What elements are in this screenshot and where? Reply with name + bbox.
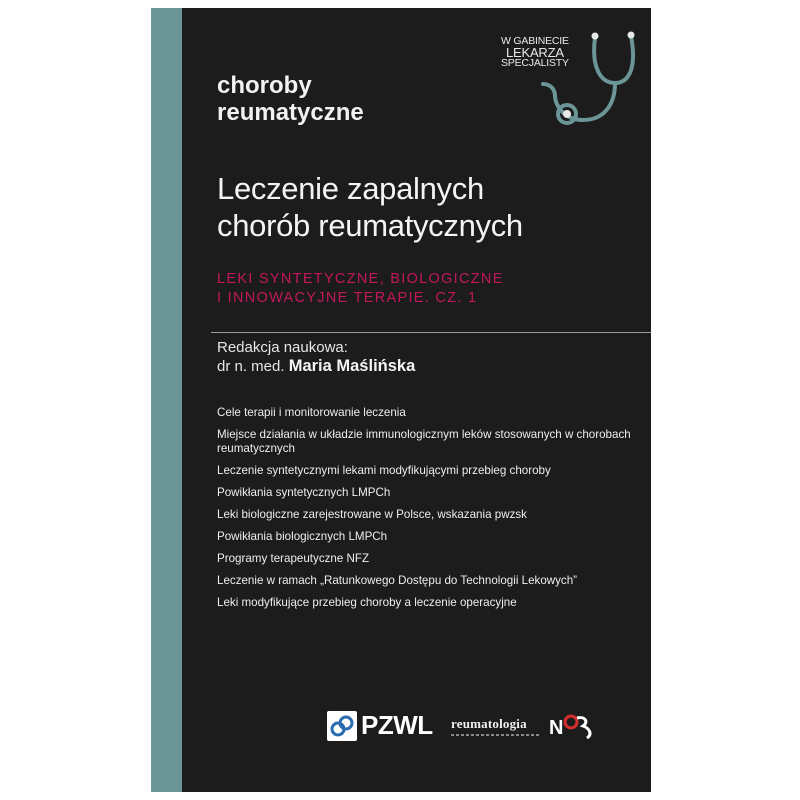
toc-item: Powikłania biologicznych LMPCh (217, 530, 388, 543)
title-line-1: Leczenie zapalnych (217, 171, 484, 206)
subtitle-line-2: I INNOWACYJNE TERAPIE. CZ. 1 (217, 290, 478, 306)
editor-prefix: dr n. med. (217, 358, 285, 375)
editor-name: Maria Maślińska (288, 357, 416, 375)
toc-item: Powikłania syntetycznych LMPCh (217, 486, 391, 499)
pzwl-logo (327, 710, 433, 741)
badge-line-1: W GABINECIE (501, 35, 569, 47)
cover-spine (151, 8, 182, 792)
book-cover (151, 8, 651, 792)
partner-underline (451, 734, 541, 736)
toc-item: Programy terapeutyczne NFZ (217, 552, 370, 565)
divider (211, 332, 651, 333)
series-badge (483, 28, 643, 138)
publisher-logos (327, 710, 627, 754)
nigrr-logo (549, 710, 601, 749)
table-of-contents (217, 406, 637, 618)
series-line-1: choroby (217, 72, 312, 99)
toc-item: Cele terapii i monitorowanie leczenia (217, 406, 406, 419)
series-title (217, 72, 364, 126)
toc-item: Leczenie syntetycznymi lekami modyfikującymi przebieg choroby (217, 464, 551, 477)
book-title (217, 170, 523, 244)
toc-item: Leczenie w ramach „Ratunkowego Dostępu do Technologii Lekowych” (217, 574, 578, 587)
svg-text:N: N (549, 717, 564, 739)
badge-line-2: LEKARZA (505, 45, 564, 60)
editor-block (217, 338, 415, 376)
toc-item: Leki modyfikujące przebieg choroby a leczenie operacyjne (217, 596, 517, 609)
badge-line-3: SPECJALISTY (501, 57, 569, 69)
badge-text (501, 36, 569, 69)
editor-label: Redakcja naukowa: (217, 339, 348, 356)
book-subtitle (217, 270, 504, 308)
title-line-2: chorób reumatycznych (217, 208, 523, 243)
toc-item: Miejsce działania w układzie immunologicznym leków stosowanych w chorobach reumatycznych (217, 428, 631, 455)
pzwl-logo-icon (327, 711, 357, 741)
partner-name: reumatologia (451, 716, 527, 731)
subtitle-line-1: LEKI SYNTETYCZNE, BIOLOGICZNE (217, 271, 504, 287)
editor-line (217, 357, 415, 376)
toc-item: Leki biologiczne zarejestrowane w Polsce, wskazania pwzsk (217, 508, 527, 521)
series-line-2: reumatyczne (217, 99, 364, 126)
publisher-name: PZWL (361, 710, 433, 740)
